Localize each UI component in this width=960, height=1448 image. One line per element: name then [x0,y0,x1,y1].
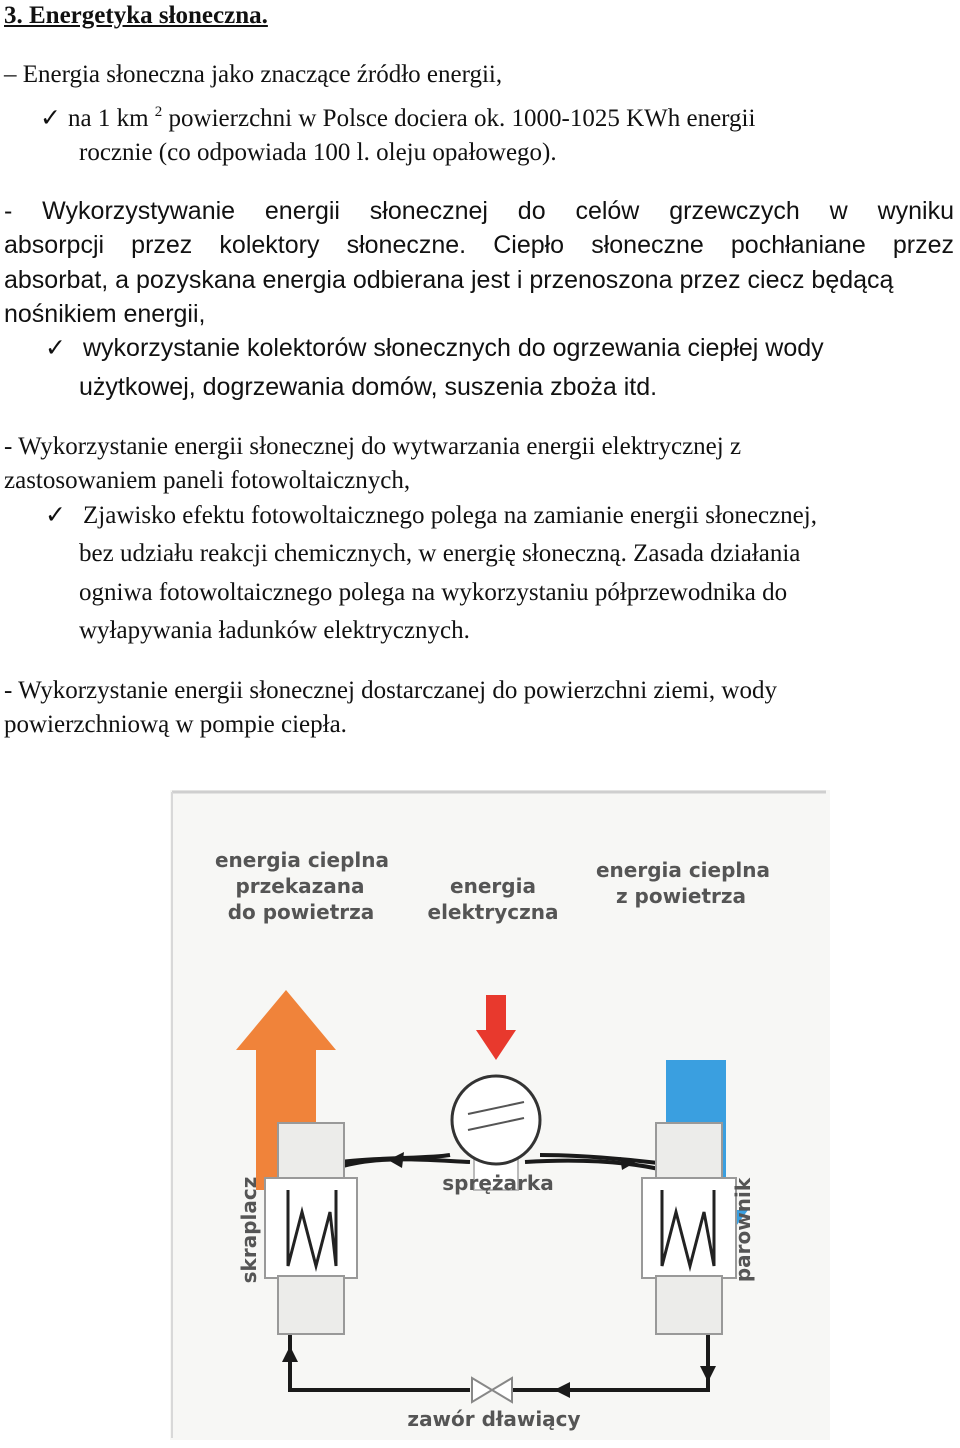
label-condenser: skraplacz [237,1176,261,1284]
s3-line-2: zastosowaniem paneli fotowoltaicznych, [4,467,411,494]
s1-check-line-1 [40,97,755,134]
label-heat-out [215,848,389,924]
check-mark-icon: ✓ [40,105,61,132]
evaporator [642,1123,736,1334]
label-heat-in-1: energia cieplna [595,858,771,882]
heat-pump-diagram [170,790,830,1440]
s2-line-4: nośnikiem energii, [4,300,206,328]
check-mark-icon: ✓ [45,334,66,362]
s3-line-1: - Wykorzystanie energii słonecznej do wytwarzania energii elektrycznej z [4,433,742,460]
label-heat-out-3: do powietrza [227,900,375,924]
label-heat-out-2: przekazana [235,874,365,898]
s3-check-text: Zjawisko efektu fotowoltaicznego polega na zamianie energii słonecznej, [83,502,817,529]
s3-check-line-1 [45,501,817,531]
s1-check-text-post: powierzchni w Polsce dociera ok. 1000-1025 KWh energii [168,105,756,132]
s4-line-1: - Wykorzystanie energii słonecznej dostarczanej do powierzchni ziemi, wody [4,677,777,704]
s2-line-3: absorbat, a pozyskana energia odbierana jest i przenoszona przez ciecz będącą [4,266,894,294]
s1-dash-line: – Energia słoneczna jako znaczące źródło energii, [4,61,503,88]
section-heading: 3. Energetyka słoneczna. [4,2,268,29]
s1-check-line-2: rocznie (co odpowiada 100 l. oleju opałowego). [79,139,557,166]
label-valve: zawór dławiący [407,1407,581,1431]
label-compressor: sprężarka [442,1171,554,1195]
label-evaporator: parownik [731,1177,755,1283]
s2-check-line-1 [45,333,824,363]
s2-line-1: - Wykorzystywanie energii słonecznej do celów grzewczych w wyniku [4,197,954,225]
check-mark-icon: ✓ [45,502,66,529]
label-electric-2: elektryczna [427,900,559,924]
label-electric-1: energia [450,874,536,898]
s3-check-line-4: wyłapywania ładunków elektrycznych. [79,617,470,644]
s1-superscript: 2 [154,104,163,120]
s2-line-2: absorpcji przez kolektory słoneczne. Ciepło słoneczne pochłaniane przez [4,231,954,259]
s2-check-text: wykorzystanie kolektorów słonecznych do ogrzewania ciepłej wody [83,334,824,362]
s4-line-2: powierzchniową w pompie ciepła. [4,711,347,738]
label-heat-out-1: energia cieplna [214,848,390,872]
s2-check-line-2: użytkowej, dogrzewania domów, suszenia zboża itd. [79,373,658,401]
s1-check-text-pre: na 1 km [68,105,149,132]
s3-check-line-2: bez udziału reakcji chemicznych, w energię słoneczną. Zasada działania [79,540,801,567]
s3-check-line-3: ogniwa fotowoltaicznego polega na wykorzystaniu półprzewodnika do [79,579,788,606]
label-heat-in-2: z powietrza [615,884,747,908]
condenser [265,1123,357,1334]
